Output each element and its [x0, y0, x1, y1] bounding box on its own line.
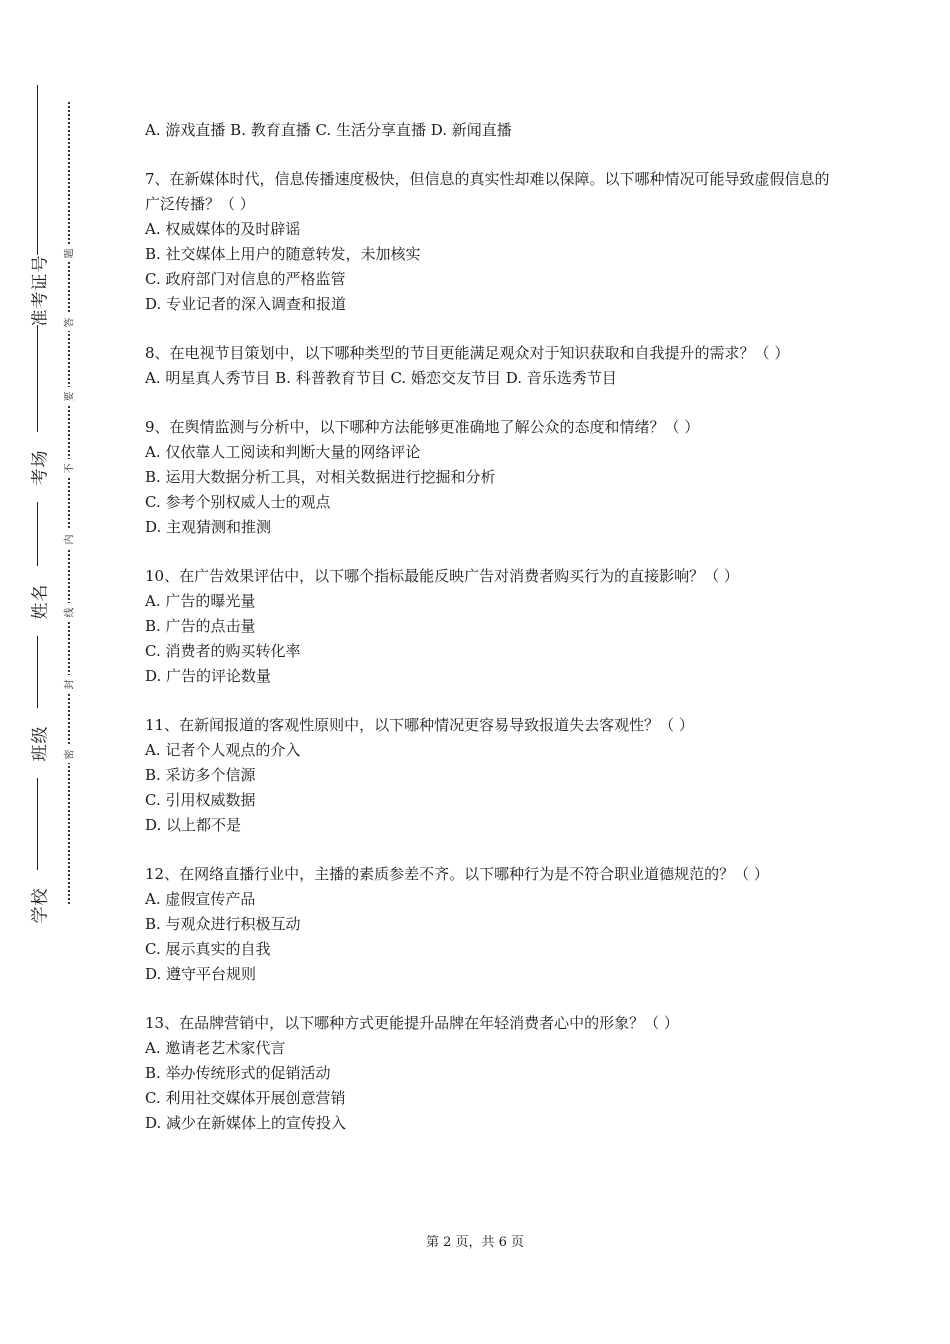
options-inline: A. 明星真人秀节目 B. 科普教育节目 C. 婚恋交友节目 D. 音乐选秀节目: [145, 369, 617, 387]
class-label: 班级: [24, 708, 52, 778]
seal-char: 封: [60, 675, 76, 693]
question-12: [145, 862, 835, 987]
option-b: B. 广告的点击量: [145, 617, 256, 635]
option-d: D. 减少在新媒体上的宣传投入: [145, 1114, 347, 1132]
option-b: B. 举办传统形式的促销活动: [145, 1064, 331, 1082]
option-a: A. 记者个人观点的介入: [145, 741, 301, 759]
school-label: 学校: [24, 870, 52, 940]
seal-char: 答: [60, 313, 76, 331]
question-stem: 13、在品牌营销中，以下哪种方式更能提升品牌在年轻消费者心中的形象？（ ）: [145, 1014, 679, 1032]
question-6-options: [145, 118, 835, 143]
option-c: C. 利用社交媒体开展创意营销: [145, 1089, 346, 1107]
option-d: D. 以上都不是: [145, 816, 242, 834]
option-c: C. 展示真实的自我: [145, 940, 271, 958]
question-13: [145, 1011, 835, 1136]
binding-margin-line: [37, 85, 38, 930]
question-8: [145, 341, 835, 391]
option-d: D. 广告的评论数量: [145, 667, 272, 685]
option-b: B. 运用大数据分析工具，对相关数据进行挖掘和分析: [145, 468, 496, 486]
name-label: 姓名: [24, 566, 52, 636]
option-d: D. 主观猜测和推测: [145, 518, 272, 536]
seal-char: 不: [60, 459, 76, 477]
option-c: C. 引用权威数据: [145, 791, 256, 809]
question-stem: 12、在网络直播行业中，主播的素质参差不齐。以下哪种行为是不符合职业道德规范的？（ ）: [145, 865, 769, 883]
question-stem: 7、在新媒体时代，信息传播速度极快，但信息的真实性却难以保障。以下哪种情况可能导致虚假信息的广泛传播？（ ）: [145, 170, 830, 213]
question-7: [145, 167, 835, 317]
exam-id-label: 准考证号: [24, 255, 52, 325]
seal-char: 题: [60, 244, 76, 262]
option-b: B. 社交媒体上用户的随意转发，未加核实: [145, 245, 421, 263]
option-d: D. 遵守平台规则: [145, 965, 257, 983]
question-list: [145, 118, 835, 1160]
option-c: C. 消费者的购买转化率: [145, 642, 301, 660]
options-inline: A. 游戏直播 B. 教育直播 C. 生活分享直播 D. 新闻直播: [145, 121, 512, 139]
option-a: A. 权威媒体的及时辟谣: [145, 220, 301, 238]
option-b: B. 采访多个信源: [145, 766, 256, 784]
seal-char: 线: [60, 603, 76, 621]
question-11: [145, 713, 835, 838]
question-9: [145, 415, 835, 540]
question-stem: 11、在新闻报道的客观性原则中，以下哪种情况更容易导致报道失去客观性？（ ）: [145, 716, 694, 734]
option-a: A. 仅依靠人工阅读和判断大量的网络评论: [145, 443, 421, 461]
option-a: A. 虚假宣传产品: [145, 890, 256, 908]
option-a: A. 邀请老艺术家代言: [145, 1039, 286, 1057]
seal-dotted-line: [68, 102, 70, 904]
seal-char: 密: [60, 745, 76, 763]
option-b: B. 与观众进行积极互动: [145, 915, 301, 933]
question-stem: 8、在电视节目策划中，以下哪种类型的节目更能满足观众对于知识获取和自我提升的需求？（ ）: [145, 344, 790, 362]
question-10: [145, 564, 835, 689]
option-d: D. 专业记者的深入调查和报道: [145, 295, 347, 313]
seal-char: 内: [60, 530, 76, 548]
option-c: C. 政府部门对信息的严格监管: [145, 270, 346, 288]
option-a: A. 广告的曝光量: [145, 592, 256, 610]
exam-room-label: 考场: [24, 432, 52, 502]
question-stem: 9、在舆情监测与分析中，以下哪种方法能够更准确地了解公众的态度和情绪？（ ）: [145, 418, 700, 436]
seal-char: 要: [60, 387, 76, 405]
page-footer: 第 2 页，共 6 页: [425, 1235, 525, 1250]
option-c: C. 参考个别权威人士的观点: [145, 493, 331, 511]
question-stem: 10、在广告效果评估中，以下哪个指标最能反映广告对消费者购买行为的直接影响？（ ）: [145, 567, 739, 585]
